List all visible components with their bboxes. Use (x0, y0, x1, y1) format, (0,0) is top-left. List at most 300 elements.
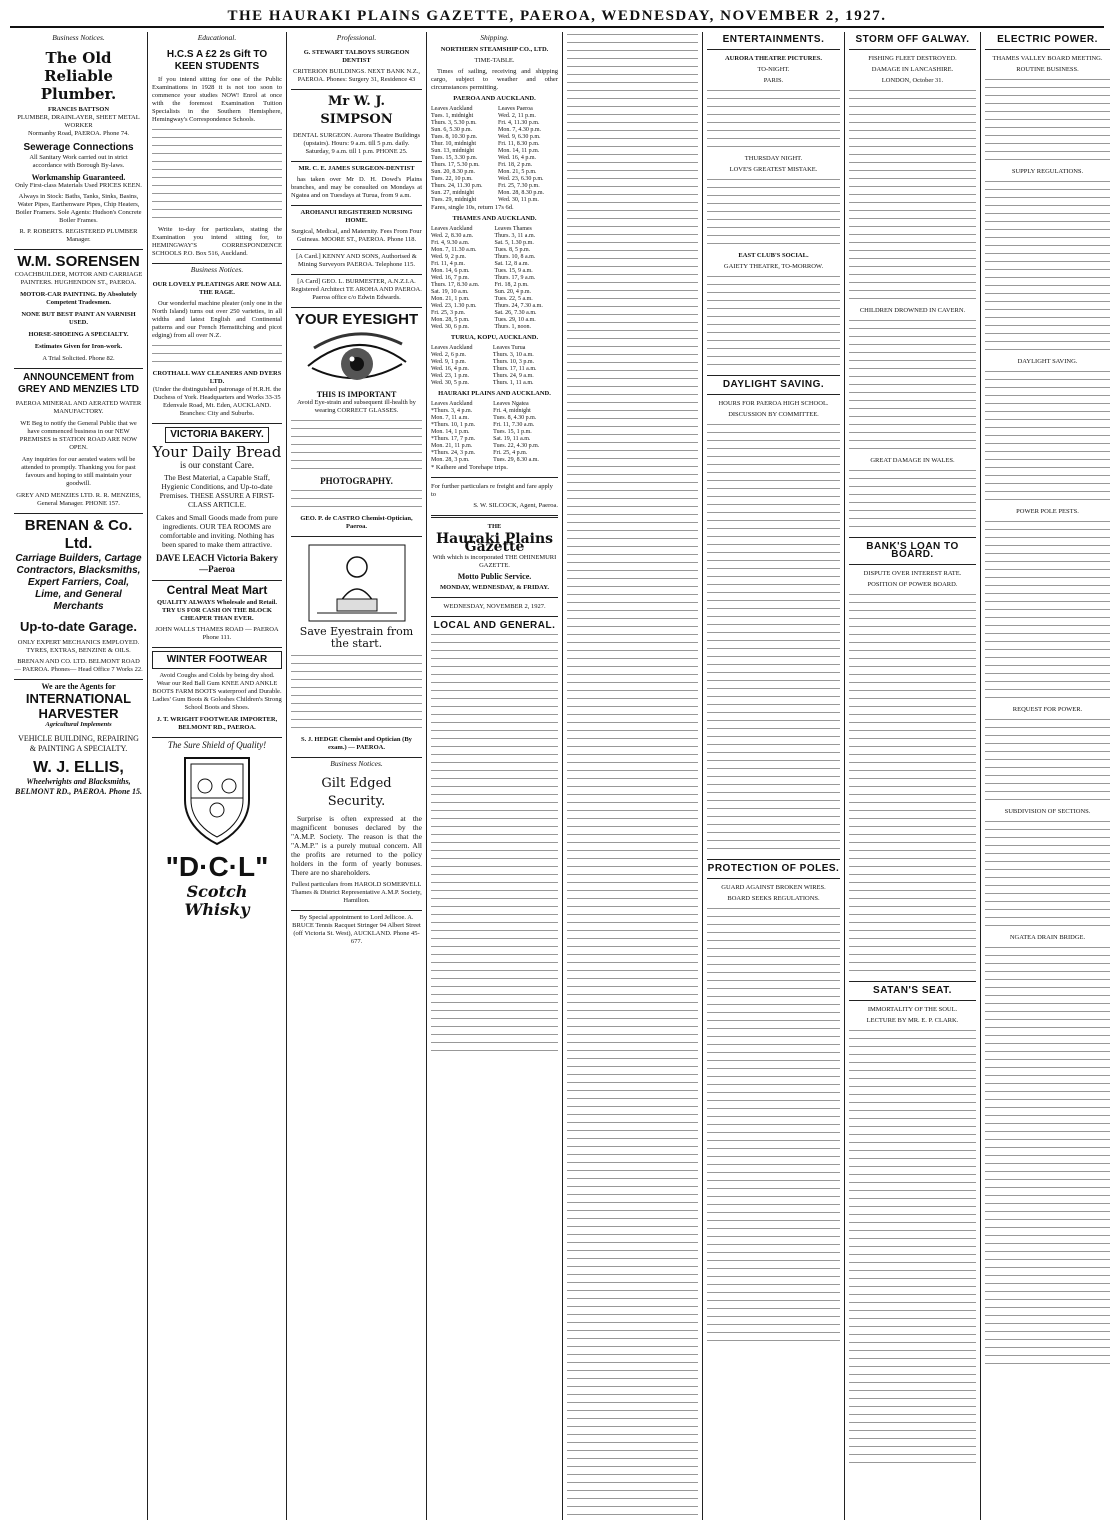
section-header-2: Business Notices. (330, 759, 383, 768)
table-row (431, 310, 558, 317)
table-row (431, 443, 558, 450)
table-row (431, 155, 558, 162)
incorporated: With which is incorporated THE OHINEMURI GAZETTE. (432, 554, 557, 569)
kenny-body: [A Card.] KENNY AND SONS, Authorised & Mining Surveyors PAEROA. Telephone 115. (296, 253, 417, 268)
table-header (431, 345, 558, 352)
table-row (431, 366, 558, 373)
bakery-title: VICTORIA BAKERY. (165, 427, 269, 443)
table-cell: Thurs. 17, 8.30 a.m. (431, 282, 480, 288)
table-cell: Fri. 25, 3 p.m. (431, 310, 466, 316)
further: For further particulars re freight and fare apply to (431, 483, 553, 498)
arohanui-ad (291, 206, 422, 250)
table-cell: Thurs. 17, 9 a.m. (494, 275, 536, 281)
table-cell: Wed. 30, 11 p.m. (498, 197, 539, 203)
text-lines (152, 343, 282, 367)
table-cell: Thurs. 24, 11.30 p.m. (431, 183, 483, 189)
table-cell: Tues. 8, 5 p.m. (494, 247, 531, 253)
table-row (431, 268, 558, 275)
divider (849, 1000, 976, 1001)
photography: PHOTOGRAPHY. (320, 476, 393, 486)
text-lines (152, 127, 282, 223)
shield-text: The Sure Shield of Quality! (167, 740, 267, 750)
text-lines (291, 488, 422, 512)
hedge: S. J. HEDGE Chemist and Optician (By exam.) — PAEROA. (301, 736, 412, 751)
table-row (431, 429, 558, 436)
table-cell: *Thurs. 17, 7 p.m. (431, 436, 476, 442)
table-row (431, 373, 558, 380)
silcock: S. W. SILCOCK, Agent, Paeroa. (473, 502, 558, 509)
table-cell: Wed. 16, 4 p.m. (431, 366, 470, 372)
announcement-body: PAEROA MINERAL AND AERATED WATER MANUFACTORY. (15, 400, 142, 415)
request: REQUEST FOR POWER. (1012, 706, 1083, 713)
ellis-body: Wheelwrights and Blacksmiths, BELMONT RD., PAEROA. Phone 15. (15, 777, 142, 796)
power-title: ELECTRIC POWER. (997, 34, 1098, 45)
table-row (431, 162, 558, 169)
bank-title: BANK'S LOAN TO BOARD. (866, 541, 959, 560)
table-row (431, 296, 558, 303)
eyesight-title: YOUR EYESIGHT (294, 311, 419, 328)
eyesight-ad (291, 308, 422, 537)
table-header-cell: Leaves Thames (494, 226, 532, 232)
daylight: DAYLIGHT SAVING. (1017, 358, 1078, 365)
table-header-cell: Leaves Turua (492, 345, 526, 351)
entertainments-title: ENTERTAINMENTS. (722, 34, 825, 45)
table-row (431, 134, 558, 141)
position: POSITION OF POWER BOARD. (867, 581, 958, 588)
ngatea: NGATEA DRAIN BRIDGE. (1009, 934, 1086, 941)
table-cell: Thurs. 3, 10 a.m. (492, 352, 534, 358)
table-cell: *Thurs. 24, 3 p.m. (431, 450, 476, 456)
important: THIS IS IMPORTANT (316, 390, 397, 399)
brenan-list: Carriage Builders, Cartage Contractors, Blacksmiths, Expert Farriers, Coal, Lime, and General Merchants (15, 553, 142, 612)
stock-list: Always in Stock: Baths, Tanks, Sinks, Basins, Water Pipes, Earthenware Pipes, Chip Heaters, Boiler Framers. Sole Agents: Hudson's Concrete Boiler Frames. (15, 193, 142, 224)
aurora-title: AURORA THEATRE PICTURES. (724, 55, 823, 62)
workmanship: Workmanship Guaranteed. (31, 173, 126, 182)
eye-icon (302, 332, 412, 388)
dcl-logo: "D·C·L" (165, 851, 269, 882)
section-header: Shipping. (480, 33, 509, 42)
table-cell: Tues. 22, 10 p.m. (431, 176, 473, 182)
gilt-title: Gilt Edged Security. (321, 776, 392, 809)
ellis-title: W. J. ELLIS, (33, 759, 124, 776)
table-row (431, 197, 558, 204)
divider (985, 49, 1110, 50)
brenan-ad (14, 514, 143, 680)
table-row (431, 436, 558, 443)
bruce-body: By Special appointment to Lord Jellicoe. A. BRUCE Tennis Racquet Stringer 94 Albert Street (off Victoria St. West), AUCKLAND. Phone 45-677. (292, 914, 421, 945)
announcement-text: WE Beg to notify the General Public that we have commenced business in our NEW PREMISES in STATION ROAD ARE NOW OPEN. (19, 420, 138, 451)
table-cell: Mon. 28, 8.30 p.m. (498, 190, 545, 196)
gazette-title: Hauraki Plains Gazette (435, 531, 554, 555)
article-text (849, 1028, 976, 1468)
column-1 (10, 32, 148, 1520)
table-cell: Thurs. 10, 3 p.m. (492, 359, 535, 365)
simpson-body: DENTAL SURGEON. Aurora Theatre Buildings (upstairs). Hours: 9 a.m. till 5 p.m. daily. Saturday, 9 a.m. till 1 p.m. PHONE 25. (292, 132, 421, 155)
eastclub: EAST CLUB'S SOCIAL. (738, 252, 809, 259)
route4-title: HAURAKI PLAINS AND AUCKLAND. (438, 390, 551, 397)
plumber-ad (14, 46, 143, 250)
column-5 (563, 32, 703, 1520)
estimates: Estimates Given for Iron-work. (34, 343, 123, 350)
text-lines (291, 653, 422, 733)
james-ad (291, 162, 422, 206)
table-row (431, 352, 558, 359)
somerville: Fullest particulars from HAROLD SOMERVELL Thames & District Representative A.M.P. Society, Hamilton. (291, 881, 422, 904)
cakes-body: Cakes and Small Goods made from pure ingredients. OUR TEA ROOMS are comfortable and inviting. Nothing has been spared to make them attractive. (156, 513, 278, 549)
walls: JOHN WALLS THAMES ROAD — PAEROA Phone 111. (155, 626, 279, 641)
table-cell: Mon. 28, 3 p.m. (431, 457, 470, 463)
pleating-title: OUR LOVELY PLEATINGS ARE NOW ALL THE RAGE. (152, 281, 282, 296)
table-cell: Wed. 23, 1 p.m. (431, 373, 470, 379)
shield-icon (177, 752, 257, 848)
protection-title: PROTECTION OF POLES. (707, 863, 840, 874)
table-cell: Tues. 8, 4.30 p.m. (493, 415, 537, 421)
article-text (707, 906, 840, 1346)
damage: DAMAGE IN LANCASHIRE. (871, 66, 954, 73)
garage-title: Up-to-date Garage. (19, 619, 137, 634)
dateline: WEDNESDAY, NOVEMBER 2, 1927. (443, 603, 546, 610)
meeting: THAMES VALLEY BOARD MEETING. (992, 55, 1103, 62)
roberts: R. P. ROBERTS. REGISTERED PLUMBER Manager. (19, 228, 138, 243)
table-cell: Tues. 29, 8.30 a.m. (493, 457, 539, 463)
divider (707, 859, 840, 860)
table-cell: Thurs. 3, 5.30 p.m. (431, 120, 477, 126)
table-cell: Mon. 7, 11.30 a.m. (431, 247, 477, 253)
bread-title: Your Daily Bread (152, 443, 282, 461)
footwear-body: Avoid Coughs and Colds by being dry shod. Wear our Red Ball Gum KNEE AND ANKLE BOOTS FARM BOOTS waterproof and Durable. Ladies' Gum Boots & Goloshes Children's Strong School Boots and Shoes. (152, 672, 282, 711)
table-row (431, 127, 558, 134)
fares: Fares, single 10s, return 17s 6d. (431, 204, 514, 211)
section-header: Professional. (336, 33, 377, 42)
pleating-ad (152, 278, 282, 424)
sewerage-body: All Sanitary Work carried out in strict accordance with Borough By-laws. (29, 154, 128, 169)
section-header-2: Business Notices. (190, 265, 244, 274)
table-cell: Wed. 9, 6.30 p.m. (498, 134, 541, 140)
footwear-ad (152, 648, 282, 738)
column-3 (287, 32, 427, 1520)
bread-sub: is our constant Care. (180, 460, 254, 470)
table-row (431, 254, 558, 261)
divider (707, 49, 840, 50)
column-6 (703, 32, 845, 1520)
table-cell: Tues. 29, 10 a.m. (494, 317, 536, 323)
timetable-title: TIME-TABLE. (474, 57, 515, 64)
table-cell: Sun. 20, 4 p.m. (494, 289, 532, 295)
motto: Motto Public Service. (457, 572, 532, 581)
article-text (567, 32, 698, 1520)
talboys-body: CRITERION BUILDINGS. NEXT BANK N.Z., PAEROA. Phones: Surgery 31, Residence 43 (293, 68, 420, 83)
table-cell: Wed. 30, 6 p.m. (431, 324, 470, 330)
article-text (985, 519, 1110, 703)
table-row (431, 415, 558, 422)
table-cell: Thurs. 17, 5.30 p.m. (431, 162, 480, 168)
article-text (431, 632, 558, 1052)
column-4 (427, 32, 563, 1520)
timetable-note: * Kaihere and Torehape trips. (431, 464, 508, 471)
gilt-ad (291, 772, 422, 911)
hcs-foot: Write to-day for particulars, stating the Examination you intend sitting for, to HEMINGWAY'S CORRESPONDENCE SCHOOLS P.O. Box 516, Auckland. (152, 226, 282, 257)
table-header (431, 106, 558, 113)
table-cell: Thurs. 24, 7.30 a.m. (494, 303, 543, 309)
column-8 (981, 32, 1114, 1520)
table-cell: Fri. 4, 9.30 a.m. (431, 240, 470, 246)
sorensen-body: COACHBUILDER, MOTOR AND CARRIAGE PAINTERS. HUGHENDON ST., PAEROA. (14, 271, 143, 286)
wales: GREAT DAMAGE IN WALES. (870, 457, 955, 464)
trial: A Trial Solicited. Phone 82. (42, 355, 115, 362)
table-header-cell: Leaves Paeroa (498, 106, 533, 112)
arohanui-body: Surgical, Medical, and Maternity. Fees From Four Guineas. MOORE ST., PAEROA. Phone 118. (291, 228, 422, 243)
table-cell: Tues. 8, 10.30 p.m. (431, 134, 478, 140)
supply: SUPPLY REGULATIONS. (1011, 168, 1084, 175)
eyes-body: Avoid Eye-strain and subsequent ill-health by wearing CORRECT GLASSES. (297, 399, 416, 414)
dispute: DISPUTE OVER INTEREST RATE. (863, 570, 962, 577)
route2-title: THAMES AND AUCKLAND. (452, 215, 537, 222)
table-row (431, 422, 558, 429)
text-lines (291, 418, 422, 474)
dateline: LONDON, October 31. (881, 77, 944, 84)
table-cell: Sun. 6, 5.30 p.m. (431, 127, 473, 133)
table-cell: Wed. 30, 5 p.m. (431, 380, 470, 386)
table-cell: *Thurs. 3, 4 p.m. (431, 408, 473, 414)
mistake: LOVE'S GREATEST MISTAKE. (729, 166, 818, 173)
route2-table (431, 226, 558, 331)
divider (849, 564, 976, 565)
route3-table (431, 345, 558, 387)
meat-ad (152, 581, 282, 648)
table-cell: Thurs. 17, 11 a.m. (492, 366, 537, 372)
crothall-title: CROTHALL WAY CLEANERS AND DYERS LTD. (152, 370, 282, 385)
table-cell: Wed. 9, 2 p.m. (431, 254, 467, 260)
table-cell: Thurs. 3, 11 a.m. (494, 233, 536, 239)
table-cell: Wed. 23, 1.30 p.m. (431, 303, 477, 309)
materials: Only First-class Materials Used PRICES KEEN. (15, 182, 142, 189)
table-row (431, 282, 558, 289)
immortality: IMMORTALITY OF THE SOUL. (867, 1006, 958, 1013)
scotch-whisky: Scotch Whisky (184, 882, 250, 919)
table-row (431, 289, 558, 296)
table-cell: Wed. 2, 6 p.m. (431, 352, 467, 358)
thursday: THURSDAY NIGHT. (744, 155, 803, 162)
table-cell: Sat. 19, 10 a.m. (431, 289, 469, 295)
motorcar: MOTOR-CAR PAINTING. By Absolutely Competent Tradesmen. (20, 291, 137, 306)
table-row (431, 247, 558, 254)
divider (707, 878, 840, 879)
table-cell: Fri. 25, 7.30 p.m. (498, 183, 540, 189)
guard: GUARD AGAINST BROKEN WIRES. (721, 884, 826, 891)
table-cell: Fri. 11, 7.30 a.m. (493, 422, 535, 428)
column-2 (148, 32, 287, 1520)
table-row (431, 176, 558, 183)
table-row (431, 450, 558, 457)
divider (849, 537, 976, 538)
table-cell: Fri. 4, 11.30 p.m. (498, 120, 540, 126)
table-cell: Wed. 23, 6.30 p.m. (498, 176, 544, 182)
table-cell: Fri. 25, 4 p.m. (493, 450, 528, 456)
table-header-cell: Leaves Auckland (431, 106, 473, 112)
table-cell: Tues. 15, 1 p.m. (493, 429, 532, 435)
table-cell: Mon. 21, 5 p.m. (498, 169, 537, 175)
routine: ROUTINE BUSINESS. (1016, 66, 1079, 73)
article-text (985, 819, 1110, 931)
horse: HORSE-SHOEING A SPECIALTY. (28, 331, 129, 338)
article-text (849, 468, 976, 532)
route1-title: PAEROA AND AUCKLAND. (453, 95, 536, 102)
table-row (431, 303, 558, 310)
table-row (431, 408, 558, 415)
table-row (431, 141, 558, 148)
announcement-ad (14, 369, 143, 514)
timetable-intro: Times of sailing, receiving and shipping cargo, subject to weather and other circumstances permitting. (431, 68, 558, 91)
table-row (431, 324, 558, 331)
garage-body: ONLY EXPERT MECHANICS EMPLOYED. TYRES, EXTRAS, BENZINE & OILS. (17, 639, 140, 654)
hcs-ad (152, 46, 282, 264)
footwear-title: WINTER FOOTWEAR (152, 651, 282, 669)
table-cell: Tues. 1, midnight (431, 113, 474, 119)
divider (431, 616, 558, 617)
article-text (985, 717, 1110, 805)
hcs-title: H.C.S A £2 2s Gift TO KEEN STUDENTS (166, 49, 268, 72)
table-cell: Wed. 9, 1 p.m. (431, 359, 467, 365)
table-cell: Mon. 14, 11 p.m. (498, 148, 540, 154)
bruce-ad (291, 911, 422, 951)
article-text (849, 88, 976, 304)
reading-man-illustration (307, 543, 407, 623)
divider (431, 515, 558, 518)
article-text (985, 369, 1110, 505)
table-row (431, 275, 558, 282)
days: MONDAY, WEDNESDAY, & FRIDAY. (440, 584, 549, 591)
announcement-foot: Any inquiries for our aerated waters will be attended to promptly. Thanking you for past favours and hoping to still maintain your goodwill. (21, 456, 136, 487)
table-cell: Sat. 19, 11 a.m. (493, 436, 531, 442)
table-cell: Tues. 15, 9 a.m. (494, 268, 533, 274)
article-text (707, 422, 840, 854)
route3-title: TURUA, KOPU, AUCKLAND. (450, 334, 539, 341)
lecture: LECTURE BY MR. E. P. CLARK. (866, 1017, 959, 1024)
table-cell: Wed. 2, 11 p.m. (498, 113, 536, 119)
table-cell: Thurs. 1, 11 a.m. (492, 380, 534, 386)
agents: We are the Agents for (41, 682, 116, 691)
table-row (431, 233, 558, 240)
table-cell: Mon. 14, 1 p.m. (431, 429, 470, 435)
local-general-title: LOCAL AND GENERAL. (433, 620, 556, 631)
divider (431, 477, 558, 478)
sewerage-title: Sewerage Connections (23, 142, 134, 153)
table-cell: Tues. 22, 4.30 p.m. (493, 443, 540, 449)
gilt-body: Surprise is often expressed at the magnificent bonuses declared by the "A.M.P. Society. The reason is that the "A.M.P." is a purely mutual concern. All the profits are returned to the policy holders in the form of yearly bonuses. There are no shareholders. (291, 814, 422, 877)
simpson-title: Mr W. J. SIMPSON (320, 94, 393, 127)
columns (10, 32, 1104, 1520)
pleating-body: Our wonderful machine pleater (only one in the North Island) turns out over 250 varieties, in all widths and latest English and Continental patterns and our French Hemstitching and picot edging) from all over N.Z. (152, 300, 282, 339)
table-cell: Sun. 27, midnight (431, 190, 475, 196)
burmester-body: [A Card] GEO. L. BURMESTER, A.N.Z.I.A. Registered Architect TE AROHA AND PAEROA. Paeroa office c/o Edwin Edwards. (291, 278, 422, 301)
table-cell: Fri. 18, 2 p.m. (498, 162, 533, 168)
table-header (431, 226, 558, 233)
article-text (985, 179, 1110, 355)
bread-body: The Best Material, a Capable Staff, Hygienic Conditions, and Up-to-date Premises. THESE ASSURE A FIRST-CLASS ARTICLE. (159, 473, 275, 509)
announcement-title: ANNOUNCEMENT from GREY AND MENZIES LTD (18, 372, 139, 395)
plumber-address: Normanby Road, PAEROA. Phone 74. (27, 130, 130, 137)
castro: GEO. P. de CASTRO Chemist-Optician, Paeroa. (300, 515, 413, 530)
table-row (431, 317, 558, 324)
table-cell: Tues. 15, 3.30 p.m. (431, 155, 478, 161)
article-text (707, 177, 840, 249)
leach: DAVE LEACH Victoria Bakery—Paeroa (155, 553, 279, 574)
arohanui-title: AROHANUI REGISTERED NURSING HOME. (300, 209, 413, 224)
paris: PARIS. (763, 77, 784, 84)
table-row (431, 380, 558, 387)
divider (707, 394, 840, 395)
grey-menzies: GREY AND MENZIES LTD. R. R. MENZIES, General Manager. PHONE 157. (16, 492, 141, 507)
table-cell: Fri. 4, midnight (493, 408, 531, 414)
table-cell: Thurs. 1, noon. (494, 324, 531, 330)
talboys-title: G. STEWART TALBOYS SURGEON DENTIST (303, 49, 410, 64)
table-row (431, 457, 558, 464)
divider (849, 49, 976, 50)
tonight: TO-NIGHT. (757, 66, 790, 73)
divider (849, 981, 976, 982)
talboys-ad (291, 46, 422, 90)
meat-body: QUALITY ALWAYS Wholesale and Retail. TRY US FOR CASH ON THE BLOCK CHEAPER THAN EVER. (157, 599, 277, 622)
divider (707, 375, 840, 376)
masthead: THE HAURAKI PLAINS GAZETTE, PAEROA, WEDNESDAY, NOVEMBER 2, 1927. (10, 6, 1104, 28)
table-row (431, 261, 558, 268)
table-cell: Sun. 20, 8.30 p.m. (431, 169, 476, 175)
table-header-cell: Leaves Auckland (431, 345, 473, 351)
table-row (431, 190, 558, 197)
table-cell: Thurs. 24, 9 a.m. (492, 373, 534, 379)
kenny-ad (291, 250, 422, 275)
table-header-cell: Leaves Auckland (431, 401, 473, 407)
storm-title: STORM OFF GALWAY. (855, 34, 970, 45)
table-cell: Wed. 2, 8.30 a.m. (431, 233, 474, 239)
article-text (707, 88, 840, 152)
route4-table (431, 401, 558, 464)
table-cell: Sat. 5, 1.30 p.m. (494, 240, 534, 246)
harvester-ad (14, 680, 143, 802)
crothall-body: (Under the distinguished patronage of H.R.H. the Duchess of York. Headquarters and Works 33-35 Edenvale Road, Mt. Eden, AUCKLAND. Branches: City and Suburbs. (152, 386, 282, 417)
table-cell: Sun. 13, midnight (431, 148, 475, 154)
brenan-title: BRENAN & Co. Ltd. (24, 517, 133, 552)
eyestrain-title: Save Eyestrain from the start. (299, 625, 414, 650)
pests: POWER POLE PESTS. (1016, 508, 1079, 515)
table-cell: Tues. 29, midnight (431, 197, 477, 203)
daylight-title: DAYLIGHT SAVING. (722, 379, 825, 390)
subdivision: SUBDIVISION OF SECTIONS. (1004, 808, 1091, 815)
eyestrain-ad (291, 537, 422, 758)
table-cell: Sat. 26, 7.30 a.m. (494, 310, 537, 316)
table-cell: Mon. 21, 1 p.m. (431, 296, 470, 302)
burmester-ad (291, 275, 422, 308)
fleet: FISHING FLEET DESTROYED. (868, 55, 957, 62)
plumber-title: The Old Reliable Plumber. (40, 49, 117, 103)
article-text (985, 945, 1110, 1365)
steamship-title: NORTHERN STEAMSHIP CO., LTD. (440, 46, 549, 53)
table-cell: Mon. 28, 5 p.m. (431, 317, 470, 323)
plumber-name: FRANCIS BATTSON (47, 106, 110, 113)
route1-table (431, 106, 558, 204)
table-cell: Mon. 7, 4.30 p.m. (498, 127, 542, 133)
table-row (431, 240, 558, 247)
table-cell: Wed. 16, 4 p.m. (498, 155, 537, 161)
plumber-trades: PLUMBER, DRAINLAYER, SHEET METAL WORKER (17, 114, 140, 129)
implements: Agricultural Implements (45, 721, 112, 728)
table-cell: Mon. 7, 11 a.m. (431, 415, 469, 421)
table-cell: Fri. 11, 4 p.m. (431, 261, 465, 267)
discussion: DISCUSSION BY COMMITTEE. (728, 411, 819, 418)
simpson-ad (291, 90, 422, 162)
article-text (707, 274, 840, 370)
brenan-foot: BRENAN AND CO. LTD. BELMONT ROAD — PAEROA. Phones— Head Office 7 Works 22. (14, 658, 143, 673)
